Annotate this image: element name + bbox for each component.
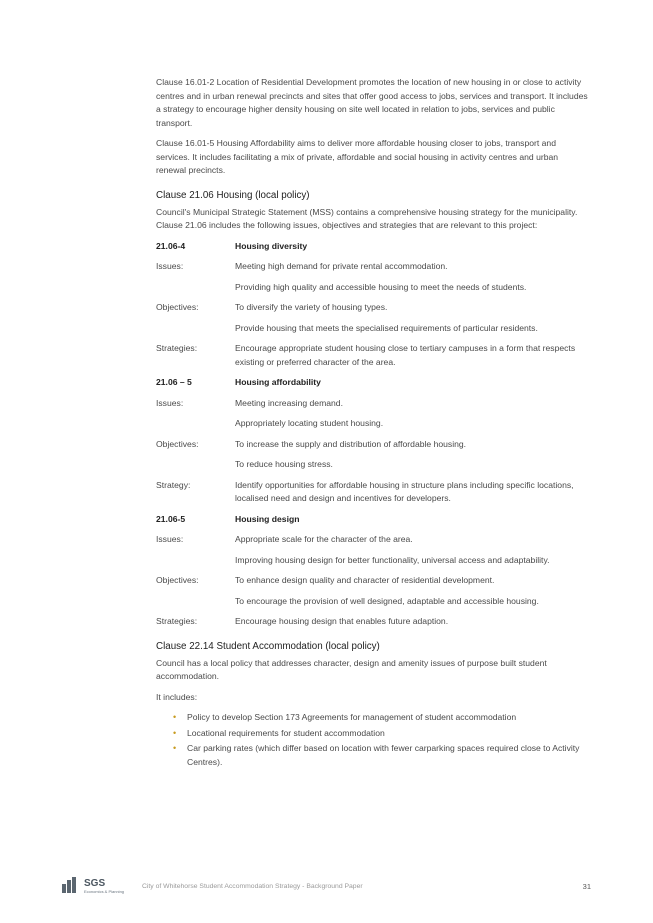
policy-row-label: Objectives: bbox=[156, 438, 199, 449]
policy-row-text: Providing high quality and accessible housing to meet the needs of students. bbox=[235, 281, 527, 292]
page-footer bbox=[62, 877, 591, 899]
policy-row-label bbox=[156, 458, 235, 472]
paragraph-mss-intro: Council's Municipal Strategic Statement (MSS) contains a comprehensive housing strategy for the municipality. Clause 21.06 includes the following issues, objectives and strategies that are relevant to this project: bbox=[156, 206, 578, 230]
paragraph-16-01-2: Clause 16.01-2 Location of Residential Development promotes the location of new housing in or close to activity centres and in urban renewal precincts and sites that offer good access to jobs, services and transport. It includes a strategy to encourage higher density housing on site well located in relation to jobs, services and public transport. bbox=[156, 77, 588, 128]
policy-row bbox=[156, 260, 590, 274]
bullet-text: Car parking rates (which differ based on location with fewer carparking spaces required close to Activity Centres). bbox=[187, 743, 580, 767]
paragraph-16-01-5: Clause 16.01-5 Housing Affordability aims to deliver more affordable housing closer to jobs, transport and services. It includes facilitating a mix of private, affordable and social housing in activity centres and urban renewal precincts. bbox=[156, 138, 559, 175]
policy-row-label: Strategies: bbox=[156, 343, 198, 353]
policy-row-text: Appropriate scale for the character of the area. bbox=[235, 534, 413, 544]
policy-section-title: Housing diversity bbox=[235, 240, 308, 251]
policy-row bbox=[156, 281, 590, 295]
policy-row bbox=[156, 438, 590, 452]
policy-row-label bbox=[156, 322, 235, 336]
policy-row bbox=[156, 301, 590, 315]
policy-row-label: Issues: bbox=[156, 534, 184, 544]
document-body bbox=[156, 76, 590, 771]
policy-row-label: Strategy: bbox=[156, 479, 191, 490]
heading-clause-22-14: Clause 22.14 Student Accommodation (local policy) bbox=[156, 640, 380, 652]
page-number: 31 bbox=[582, 882, 591, 891]
policy-row bbox=[156, 322, 590, 336]
policy-row-text: Encourage appropriate student housing close to tertiary campuses in a form that respects existing or preferred character of the area. bbox=[235, 343, 576, 367]
policy-row-label bbox=[156, 417, 235, 431]
policy-row-label: Issues: bbox=[156, 397, 184, 408]
policy-row-text: Provide housing that meets the specialised requirements of particular residents. bbox=[235, 322, 538, 333]
policy-row-label: Issues: bbox=[156, 261, 184, 271]
policy-row-text: To reduce housing stress. bbox=[235, 459, 333, 469]
policy-row bbox=[156, 458, 590, 472]
footer-document-title: City of Whitehorse Student Accommodation Strategy - Background Paper bbox=[142, 883, 363, 890]
policy-row-label: Objectives: bbox=[156, 575, 199, 585]
policy-section-header bbox=[156, 376, 590, 390]
list-item bbox=[173, 727, 590, 741]
policy-section-header bbox=[156, 240, 590, 254]
policy-row-label: Strategies: bbox=[156, 616, 198, 626]
policy-row-text: Improving housing design for better functionality, universal access and adaptability. bbox=[235, 554, 550, 565]
policy-row-text: Identify opportunities for affordable housing in structure plans including specific locations, localised need and design and incentives for developers. bbox=[235, 479, 574, 503]
housing-policy-table bbox=[156, 240, 590, 629]
paragraph-student-accommodation-intro: Council has a local policy that addresses character, design and amenity issues of purpose built student accommodation. bbox=[156, 657, 547, 681]
heading-clause-21-06: Clause 21.06 Housing (local policy) bbox=[156, 189, 310, 201]
logo-wordmark: SGS bbox=[84, 878, 106, 889]
policy-row-text: Meeting high demand for private rental accommodation. bbox=[235, 261, 448, 271]
policy-row bbox=[156, 615, 590, 629]
policy-row-text: To enhance design quality and character of residential development. bbox=[235, 575, 495, 585]
policy-section-code: 21.06-5 bbox=[156, 513, 186, 524]
policy-section-code: 21.06-4 bbox=[156, 240, 186, 251]
policy-row-label bbox=[156, 281, 235, 295]
policy-row-text: Meeting increasing demand. bbox=[235, 397, 343, 408]
policy-row-text: Appropriately locating student housing. bbox=[235, 418, 384, 428]
policy-row bbox=[156, 533, 590, 547]
list-item bbox=[173, 742, 590, 769]
policy-row-label bbox=[156, 554, 235, 568]
policy-row-text: To encourage the provision of well designed, adaptable and accessible housing. bbox=[235, 595, 539, 606]
policy-row-text: To increase the supply and distribution of affordable housing. bbox=[235, 438, 467, 449]
policy-row bbox=[156, 417, 590, 431]
policy-row-label bbox=[156, 595, 235, 609]
policy-section-title: Housing design bbox=[235, 513, 300, 524]
bullet-icon: • bbox=[173, 712, 177, 722]
policy-row bbox=[156, 595, 590, 609]
policy-row-text: Encourage housing design that enables future adaption. bbox=[235, 616, 449, 626]
policy-section-header bbox=[156, 513, 590, 527]
bullet-icon: • bbox=[173, 743, 177, 753]
policy-bullet-list bbox=[156, 711, 590, 769]
policy-row-text: To diversify the variety of housing types. bbox=[235, 302, 388, 312]
policy-row bbox=[156, 342, 590, 369]
sgs-logo-icon bbox=[62, 877, 80, 895]
bullet-icon: • bbox=[173, 727, 177, 738]
bullet-text: Policy to develop Section 173 Agreements for management of student accommodation bbox=[187, 712, 517, 722]
policy-section-title: Housing affordability bbox=[235, 377, 321, 387]
paragraph-it-includes: It includes: bbox=[156, 691, 198, 702]
policy-row-label: Objectives: bbox=[156, 302, 199, 312]
bullet-text: Locational requirements for student accommodation bbox=[187, 727, 385, 738]
logo-tagline: Economics & Planning bbox=[84, 889, 125, 894]
policy-row bbox=[156, 479, 590, 506]
list-item bbox=[173, 711, 590, 725]
policy-row bbox=[156, 574, 590, 588]
policy-section-code: 21.06 – 5 bbox=[156, 377, 192, 387]
policy-row bbox=[156, 554, 590, 568]
policy-row bbox=[156, 397, 590, 411]
sgs-logo bbox=[62, 877, 124, 895]
